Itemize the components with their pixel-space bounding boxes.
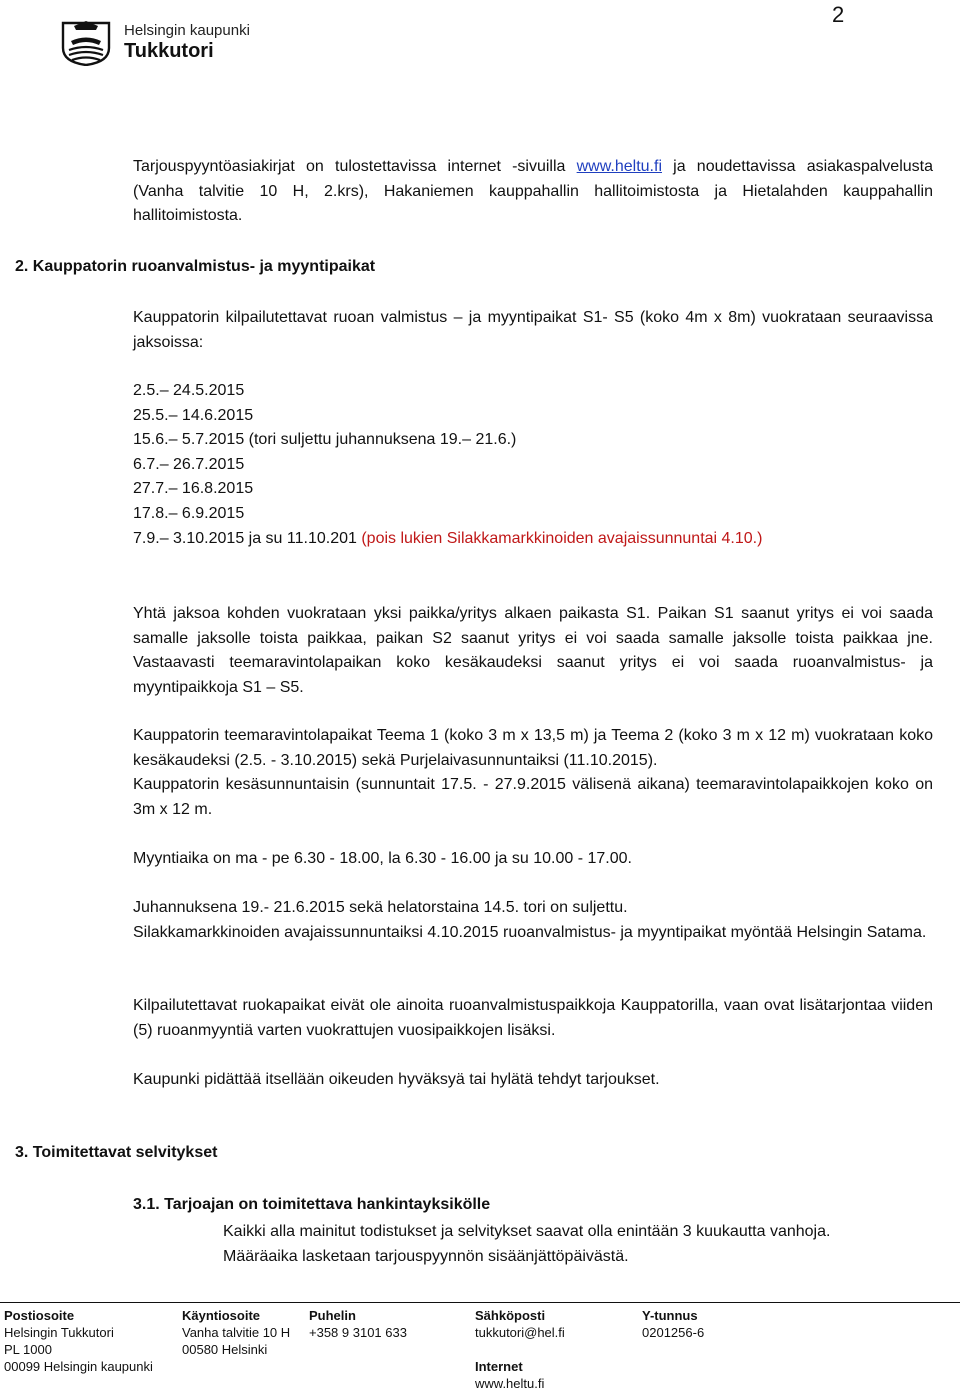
unit-name: Tukkutori [124, 40, 214, 62]
footer-business-id: Y-tunnus 0201256-6 [642, 1308, 705, 1340]
footer-postal: Postiosoite Helsingin Tukkutori PL 1000 00099 Helsingin kaupunki [4, 1308, 153, 1374]
period-note: (pois lukien Silakkamarkkinoiden avajaissunnuntai 4.10.) [356, 529, 763, 547]
section-3-1-text: Kaikki alla mainitut todistukset ja selvitykset saavat olla enintään 3 kuukautta vanhoja. Määräaika lasketaan tarjouspyynnön sisäänjättöpäivästä. [223, 1223, 831, 1265]
helsinki-crest-icon [60, 20, 112, 66]
footer-phone: Puhelin +358 9 3101 633 [309, 1308, 407, 1340]
period-item: 6.7.– 26.7.2015 [133, 455, 245, 473]
period-item: 27.7.– 16.8.2015 [133, 480, 254, 498]
section-3-heading: 3. Toimitettavat selvitykset [15, 1144, 218, 1161]
hours-paragraph: Myyntiaika on ma - pe 6.30 - 18.00, la 6.30 - 16.00 ja su 10.00 - 17.00. [133, 850, 632, 867]
section-2-heading: 2. Kauppatorin ruoanvalmistus- ja myyntipaikat [15, 258, 376, 275]
theme-paragraph: Kauppatorin teemaravintolapaikat Teema 1 (koko 3 m x 13,5 m) ja Teema 2 (koko 3 m x 12 m) vuokrataan koko kesäkaudeksi (2.5. - 3.10.2015) sekä Purjelaivasunnuntaiksi (11.10.2015). Kauppatorin kesäsunnuntaisin (sunnuntait 17.5. - 27.9.2015 välisenä aikana) teemaravintolapaikkojen koko on 3m x 12 m. [133, 727, 933, 818]
additional-paragraph: Kilpailutettavat ruokapaikat eivät ole ainoita ruoanvalmistuspaikkoja Kauppatorilla, vaan ovat lisätarjontaa viiden (5) ruoanmyyntiä varten vuokrattujen vuosipaikkojen lisäksi. [133, 997, 933, 1039]
rental-periods [133, 379, 762, 551]
footer-email-link[interactable]: tukkutori@hel.fi [475, 1325, 565, 1340]
footer-email: Sähköposti tukkutori@hel.fi Internet www.heltu.fi [475, 1308, 565, 1391]
footer-visit: Käyntiosoite Vanha talvitie 10 H 00580 Helsinki [182, 1308, 291, 1357]
intro-paragraph: Tarjouspyyntöasiakirjat on tulostettavissa internet -sivuilla www.heltu.fi ja noudettavissa asiakaspalvelusta (Vanha talvitie 10 H, 2.krs), Hakaniemen kauppahallin hallitoimistosta ja Hietalahden kauppahallin hallitoimistosta. [133, 158, 934, 224]
heltu-link[interactable]: www.heltu.fi [576, 158, 662, 175]
rules-paragraph: Yhtä jaksoa kohden vuokrataan yksi paikka/yritys alkaen paikasta S1. Paikan S1 saanut yritys ei voi saada samalle jaksolle toista paikkaa, paikan S2 saanut yritys ei voi saada samalle jaksolle toista paikkaa jne. Vastaavasti teemaravintolapaikan koko kesäkaudeksi saanut yritys ei voi saada ruoanvalmistus- ja myyntipaikkoja S1 – S5. [133, 605, 933, 696]
period-item: 2.5.– 24.5.2015 [133, 382, 245, 399]
footer-internet-link[interactable]: www.heltu.fi [475, 1376, 545, 1391]
period-item-last: 7.9.– 3.10.2015 ja su 11.10.201 (pois lukien Silakkamarkkinoiden avajaissunnuntai 4.10.) [133, 529, 763, 547]
page-number: 2 [832, 2, 845, 27]
period-item: 25.5.– 14.6.2015 [133, 406, 254, 424]
period-item: 17.8.– 6.9.2015 [133, 504, 245, 522]
org-name: Helsingin kaupunki [124, 22, 250, 39]
section-3-1-heading: 3.1. Tarjoajan on toimitettava hankintayksikölle [133, 1196, 491, 1213]
section-2-intro: Kauppatorin kilpailutettavat ruoan valmistus – ja myyntipaikat S1- S5 (koko 4m x 8m) vuokrataan seuraavissa jaksoissa: [133, 309, 933, 351]
helsinki-logo [60, 18, 270, 68]
reserve-paragraph: Kaupunki pidättää itsellään oikeuden hyväksyä tai hylätä tehdyt tarjoukset. [133, 1071, 660, 1088]
closed-paragraph: Juhannuksena 19.- 21.6.2015 sekä helatorstaina 14.5. tori on suljettu. Silakkamarkkinoiden avajaissunnuntaiksi 4.10.2015 ruoanvalmistus- ja myyntipaikat myöntää Helsingin Satama. [133, 899, 927, 941]
period-item: 15.6.– 5.7.2015 (tori suljettu juhannuksena 19.– 21.6.) [133, 431, 517, 449]
footer-divider [0, 1302, 960, 1303]
